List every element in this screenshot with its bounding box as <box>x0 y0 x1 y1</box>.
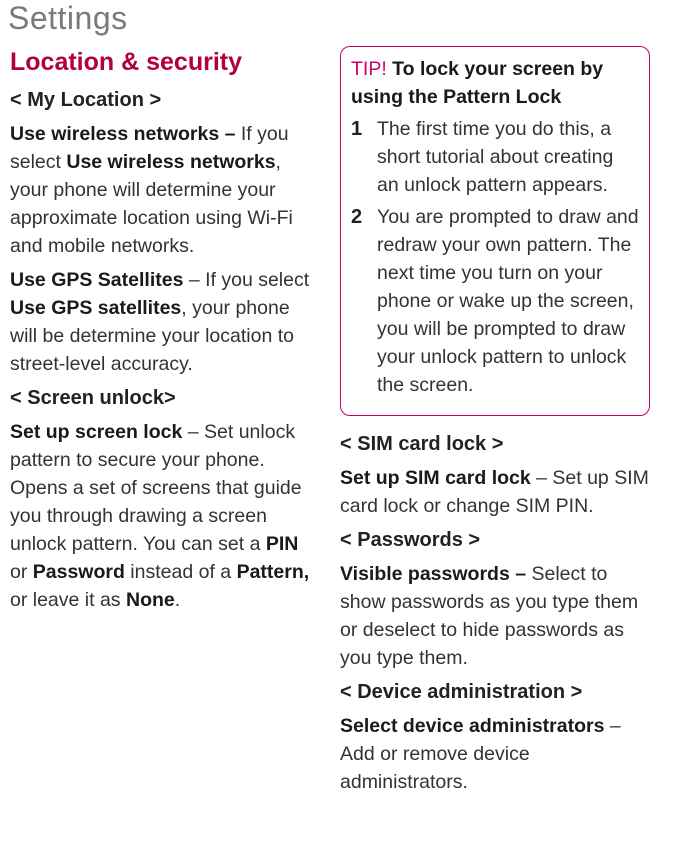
gps-text-2: , your phone will be determine your location to street-level accuracy. <box>10 297 294 375</box>
step-text: The first time you do this, a short tutorial about creating an unlock pattern appears. <box>377 118 614 196</box>
screen-lock-text-4: or leave it as <box>10 589 126 611</box>
page-header: Settings <box>8 0 128 36</box>
device-administrators-text: – Add or remove device administrators. <box>340 715 621 793</box>
device-administration-heading: < Device administration > <box>340 681 583 703</box>
tip-step <box>351 203 639 399</box>
pin-term: PIN <box>265 533 299 555</box>
passwords-heading: < Passwords > <box>340 529 481 551</box>
device-administrators-paragraph <box>340 712 650 796</box>
screen-lock-term: Set up screen lock <box>10 421 183 443</box>
left-column <box>10 44 315 620</box>
screen-unlock-heading: < Screen unlock> <box>10 387 176 409</box>
wireless-networks-term: Use wireless networks – <box>10 123 236 145</box>
screen-lock-paragraph <box>10 418 315 614</box>
step-number: 1 <box>351 118 363 140</box>
pattern-term: Pattern, <box>236 561 310 583</box>
visible-passwords-paragraph <box>340 560 650 672</box>
tip-step <box>351 115 639 199</box>
gps-term: Use GPS Satellites <box>10 269 184 291</box>
sim-card-lock-paragraph <box>340 464 650 520</box>
step-text: You are prompted to draw and redraw your own pattern. The next time you turn on your phone or wake up the screen, you will be prompted to draw your unlock pattern to unlock the screen. <box>377 206 639 396</box>
wireless-text-1: If you select <box>10 123 289 173</box>
tip-title-text: To lock your screen by using the Pattern Lock <box>351 58 604 108</box>
wireless-bold-1: Use wireless networks <box>66 151 276 173</box>
right-column <box>340 44 650 802</box>
gps-text-1: – If you select <box>183 269 310 291</box>
sim-card-lock-heading: < SIM card lock > <box>340 433 504 455</box>
wireless-networks-paragraph <box>10 120 315 260</box>
password-term: Password <box>32 561 125 583</box>
gps-satellites-paragraph <box>10 266 315 378</box>
screen-lock-text-3: instead of a <box>124 561 237 583</box>
section-title: Location & security <box>10 48 242 76</box>
sim-lock-term: Set up SIM card lock <box>340 467 531 489</box>
tip-box <box>340 46 650 416</box>
screen-lock-text-5: . <box>174 589 181 611</box>
step-number: 2 <box>351 206 363 228</box>
wireless-text-2: , your phone will determine your approximate location using Wi-Fi and mobile networks. <box>10 151 293 257</box>
device-administrators-term: Select device administrators <box>340 715 605 737</box>
screen-lock-text-2: or <box>10 561 33 583</box>
none-term: None <box>125 589 175 611</box>
screen-lock-text-1: – Set unlock pattern to secure your phone. Opens a set of screens that guide you through drawing a screen unlock pattern. You can set a <box>10 421 302 555</box>
tip-label: TIP! <box>351 58 387 80</box>
my-location-heading: < My Location > <box>10 89 162 111</box>
tip-title <box>351 55 639 111</box>
visible-passwords-term: Visible passwords – <box>340 563 527 585</box>
gps-bold-1: Use GPS satellites <box>10 297 182 319</box>
sim-lock-text: – Set up SIM card lock or change SIM PIN. <box>340 467 649 517</box>
visible-passwords-text: Select to show passwords as you type them or deselect to hide passwords as you type them. <box>340 563 639 669</box>
